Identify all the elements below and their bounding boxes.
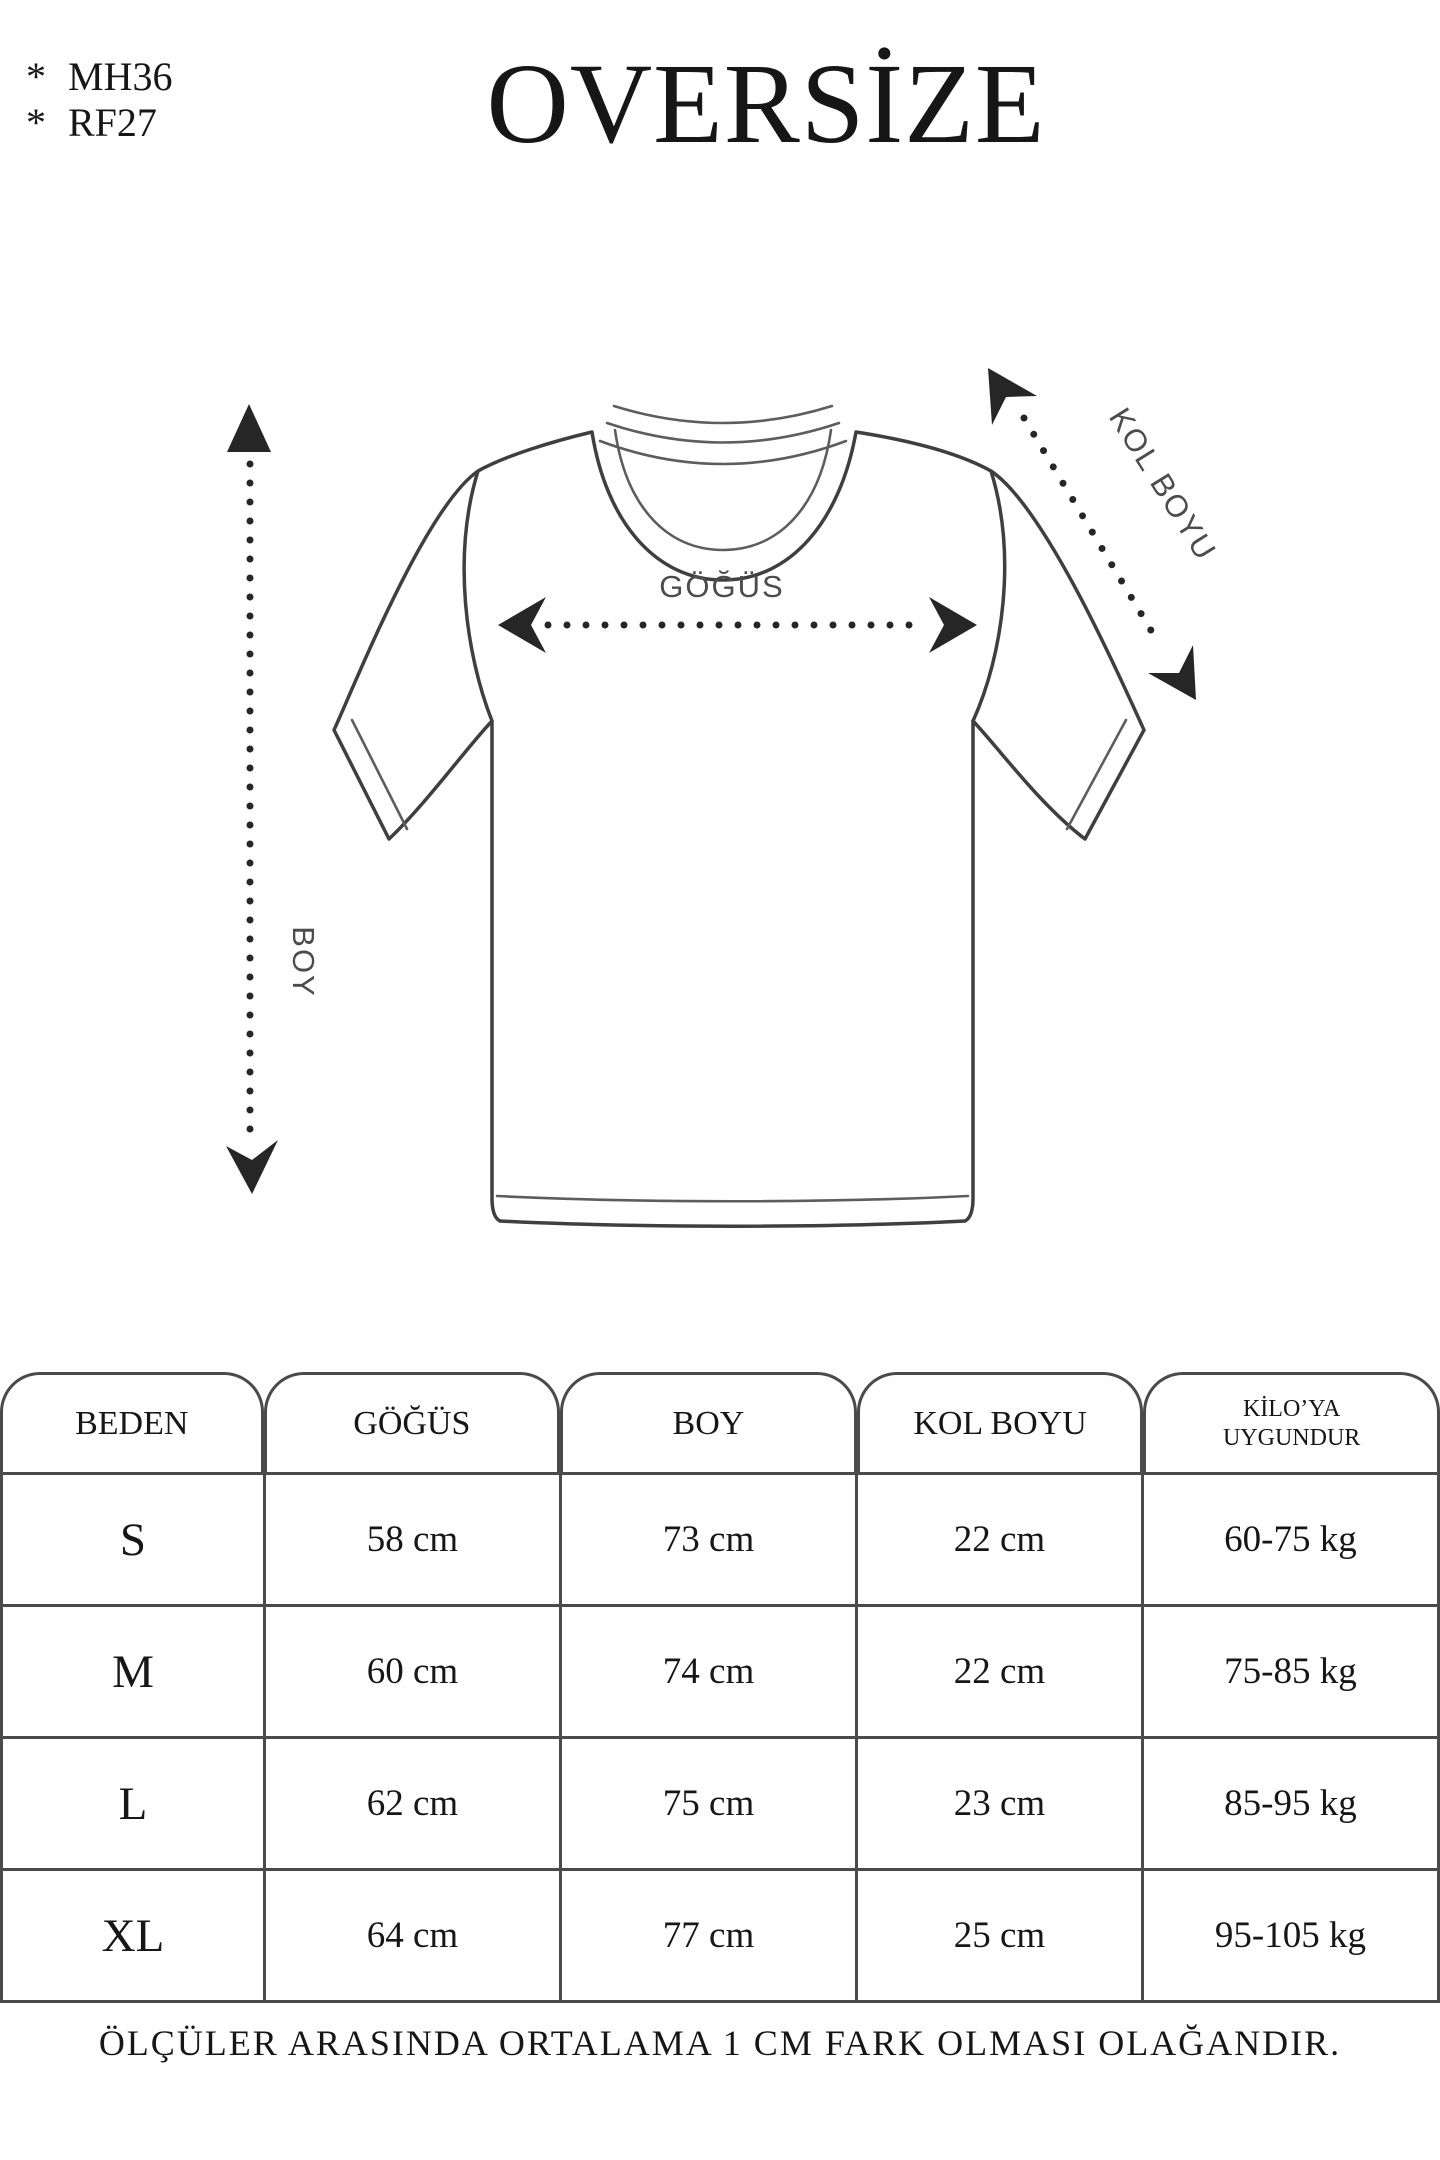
table-cell-sleeve: 22 cm (858, 1475, 1144, 1607)
collar-back-line (614, 406, 832, 423)
table-cell-chest: 64 cm (266, 1871, 562, 2003)
header-label: BOY (672, 1404, 745, 1442)
size-table (0, 1372, 1440, 2003)
table-cell-length: 74 cm (562, 1607, 858, 1739)
sleeve-label: KOL BOYU (1102, 401, 1224, 568)
header-label: KOL BOYU (913, 1404, 1087, 1442)
header-label: GÖĞÜS (353, 1404, 471, 1442)
table-cell-size: L (3, 1739, 266, 1871)
tshirt-measurement-diagram (0, 190, 1440, 1290)
header-label: BEDEN (75, 1404, 189, 1442)
table-cell-chest: 62 cm (266, 1739, 562, 1871)
table-cell-chest: 58 cm (266, 1475, 562, 1607)
table-cell-sleeve: 23 cm (858, 1739, 1144, 1871)
table-cell-sleeve: 25 cm (858, 1871, 1144, 2003)
length-arrowhead-bottom-icon (226, 1140, 278, 1194)
header-tab-kol-boyu (857, 1372, 1144, 1472)
sleeve-arrowhead-bottom-icon (1148, 645, 1196, 700)
header-tab-beden (0, 1372, 264, 1472)
header-label: KİLO’YA UYGUNDUR (1222, 1395, 1361, 1451)
table-cell-weight: 75-85 kg (1144, 1607, 1440, 1739)
table-cell-length: 75 cm (562, 1739, 858, 1871)
page-title: OVERSİZE (486, 40, 1046, 167)
product-code: RF27 (68, 100, 157, 146)
table-cell-sleeve: 22 cm (858, 1607, 1144, 1739)
asterisk-mark: * (26, 100, 46, 146)
table-cell-size: M (3, 1607, 266, 1739)
table-cell-weight: 85-95 kg (1144, 1739, 1440, 1871)
product-code: MH36 (68, 54, 173, 99)
table-cell-length: 77 cm (562, 1871, 858, 2003)
measurement-note: ÖLÇÜLER ARASINDA ORTALAMA 1 CM FARK OLMASI OLAĞANDIR. (98, 2023, 1342, 2063)
length-arrowhead-top-icon (227, 404, 271, 452)
collar-back-line (600, 441, 846, 464)
table-cell-length: 73 cm (562, 1475, 858, 1607)
table-cell-size: XL (3, 1871, 266, 2003)
length-measure (226, 404, 321, 1194)
chest-label: GÖĞÜS (659, 569, 785, 604)
size-table-header-row (0, 1372, 1440, 1472)
table-cell-weight: 60-75 kg (1144, 1475, 1440, 1607)
size-table-body (0, 1472, 1440, 2003)
header-tab-gogus (264, 1372, 561, 1472)
tshirt-drawing (334, 406, 1144, 1226)
header-tab-kiloya-uygundur (1143, 1372, 1440, 1472)
table-cell-chest: 60 cm (266, 1607, 562, 1739)
table-cell-size: S (3, 1475, 266, 1607)
length-label: BOY (286, 926, 321, 998)
tshirt-outline (334, 432, 1144, 1226)
table-cell-weight: 95-105 kg (1144, 1871, 1440, 2003)
collar-inner-line (615, 430, 831, 550)
sleeve-arrowhead-top-icon (988, 368, 1037, 425)
header-tab-boy (560, 1372, 857, 1472)
collar-back-line (607, 423, 839, 443)
asterisk-mark: * (26, 54, 46, 99)
